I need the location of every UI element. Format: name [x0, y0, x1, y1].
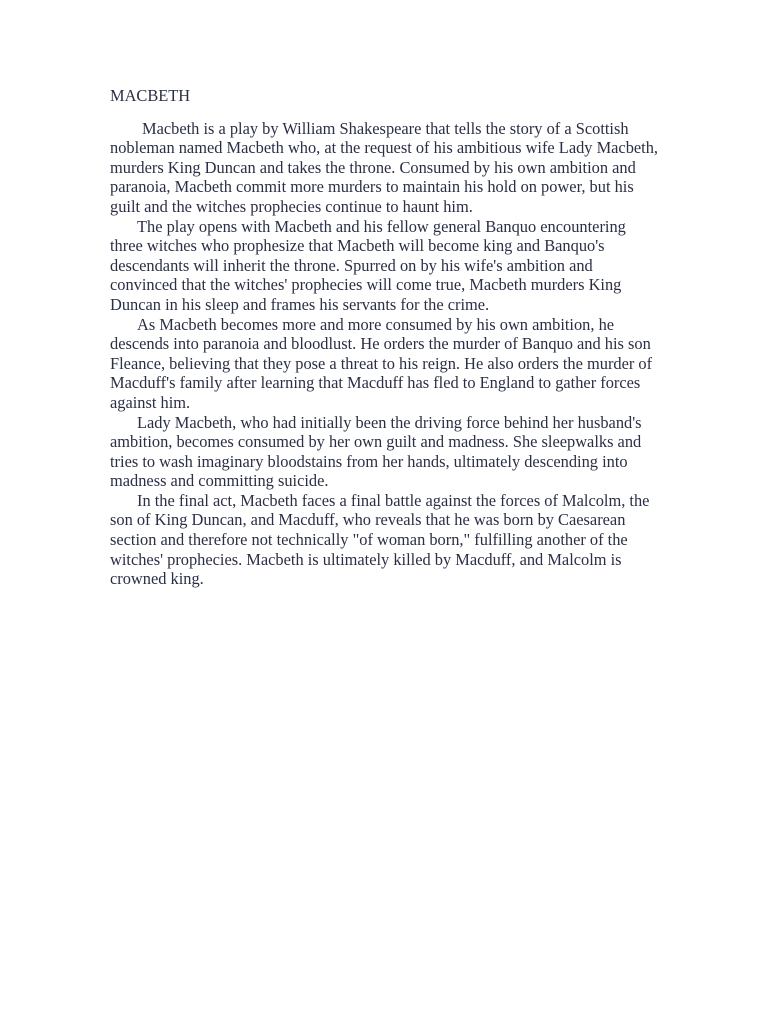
paragraph-4: Lady Macbeth, who had initially been the driving force behind her husband's ambition, becomes consumed by her own guilt and madness. She sleepwalks and tries to wash imaginary bloodstains from her hands, ultimately descending into madness and committing suicide.: [110, 412, 642, 491]
paragraph-5: In the final act, Macbeth faces a final battle against the forces of Malcolm, the son of King Duncan, and Macduff, who reveals that he was born by Caesarean section and therefore not technically "of woman born," fulfilling another of the witches' prophecies. Macbeth is ultimately killed by Macduff, and Malcolm is crowned king.: [110, 490, 650, 589]
paragraph-3: As Macbeth becomes more and more consumed by his own ambition, he descends into paranoia and bloodlust. He orders the murder of Banquo and his son Fleance, believing that they pose a threat to his reign. He also orders the murder of Macduff's family after learning that Macduff has fled to England to gather forces against him.: [110, 314, 653, 412]
document-title: MACBETH: [110, 86, 191, 105]
document-body: [110, 86, 662, 589]
paragraph-1: Macbeth is a play by William Shakespeare that tells the story of a Scottish nobleman named Macbeth who, at the request of his ambitious wife Lady Macbeth, murders King Duncan and takes the throne. Consumed by his own ambition and paranoia, Macbeth commit more murders to maintain his hold on power, but his guilt and the witches prophecies continue to haunt him.: [110, 118, 659, 216]
paragraph-2: The play opens with Macbeth and his fellow general Banquo encountering three witches who prophesize that Macbeth will become king and Banquo's descendants will inherit the throne. Spurred on by his wife's ambition and convinced that the witches' prophecies will come true, Macbeth murders King Duncan in his sleep and frames his servants for the crime.: [110, 216, 626, 314]
